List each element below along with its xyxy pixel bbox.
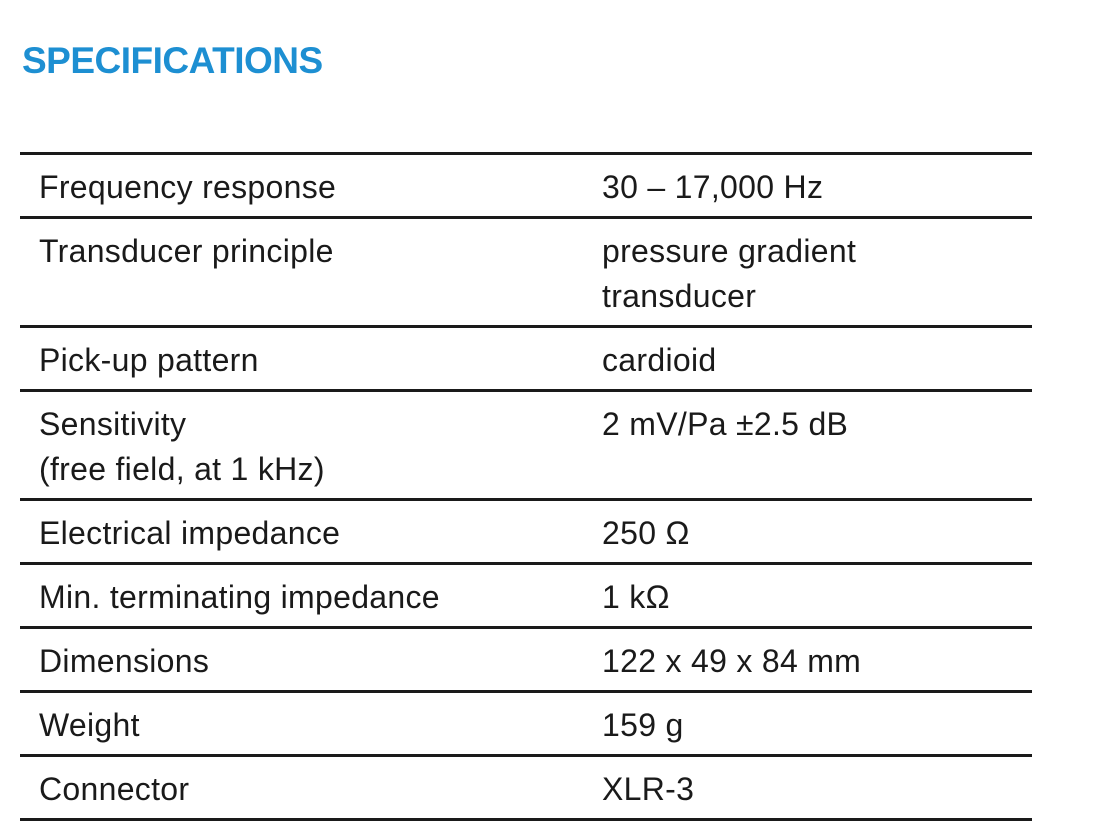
- spec-value: 159 g: [581, 692, 1032, 756]
- spec-label: Sensitivity (free field, at 1 kHz): [20, 391, 581, 500]
- spec-value: 250 Ω: [581, 500, 1032, 564]
- spec-row-dimensions: [20, 628, 1032, 692]
- spec-label: Transducer principle: [20, 218, 581, 327]
- spec-value: 1 kΩ: [581, 564, 1032, 628]
- spec-label: Weight: [20, 692, 581, 756]
- spec-label: Min. terminating impedance: [20, 564, 581, 628]
- spec-row-min-terminating-impedance: [20, 564, 1032, 628]
- spec-row-sensitivity: [20, 391, 1032, 500]
- spec-row-pick-up-pattern: [20, 327, 1032, 391]
- spec-value: 2 mV/Pa ±2.5 dB: [581, 391, 1032, 500]
- spec-label: Dimensions: [20, 628, 581, 692]
- spec-row-frequency-response: [20, 154, 1032, 218]
- spec-row-weight: [20, 692, 1032, 756]
- spec-value: cardioid: [581, 327, 1032, 391]
- spec-value: 30 – 17,000 Hz: [581, 154, 1032, 218]
- spec-row-electrical-impedance: [20, 500, 1032, 564]
- specifications-table: [20, 152, 1032, 821]
- spec-value: XLR-3: [581, 756, 1032, 820]
- spec-value: 122 x 49 x 84 mm: [581, 628, 1032, 692]
- spec-label: Frequency response: [20, 154, 581, 218]
- spec-label: Connector: [20, 756, 581, 820]
- spec-row-transducer-principle: [20, 218, 1032, 327]
- spec-value: pressure gradient transducer: [581, 218, 1032, 327]
- page-title: SPECIFICATIONS: [22, 40, 323, 81]
- spec-row-connector: [20, 756, 1032, 820]
- spec-label: Pick-up pattern: [20, 327, 581, 391]
- spec-label: Electrical impedance: [20, 500, 581, 564]
